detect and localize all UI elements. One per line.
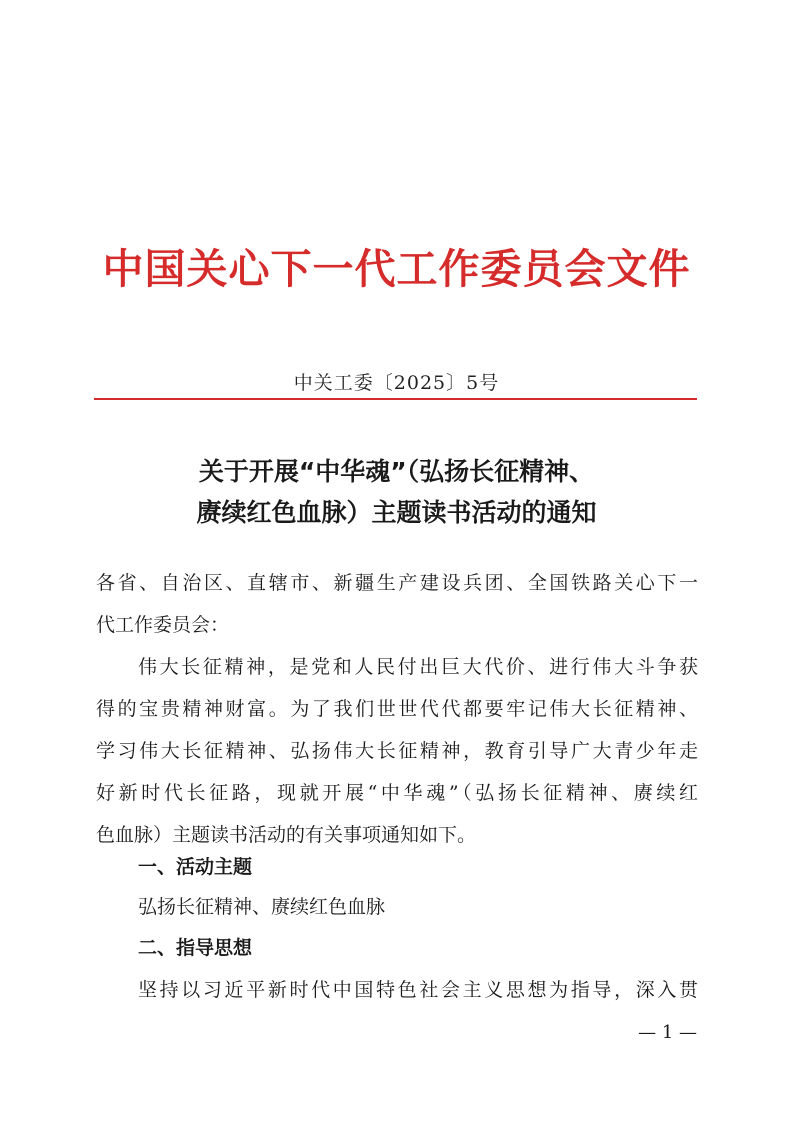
notice-title-line-1: 关于开展“中华魂”（弘扬长征精神、 xyxy=(198,457,595,486)
recipients-line-2: 代工作委员会： xyxy=(96,614,230,636)
paragraph-1-line-4: 好新时代长征路，现就开展“中华魂”（弘扬长征精神、赓续红 xyxy=(96,782,698,804)
section-2-heading: 二、指导思想 xyxy=(138,937,253,959)
section-2-text-line-1: 坚持以习近平新时代中国特色社会主义思想为指导，深入贯 xyxy=(138,979,698,1001)
issuing-organization-title: 中国关心下一代工作委员会文件 xyxy=(102,245,691,293)
paragraph-1-line-2: 得的宝贵精神财富。为了我们世世代代都要牢记伟大长征精神、 xyxy=(96,698,698,720)
section-1-text: 弘扬长征精神、赓续红色血脉 xyxy=(138,896,386,918)
section-1-heading: 一、活动主题 xyxy=(138,856,253,878)
page-number: — 1 — xyxy=(638,1022,697,1043)
paragraph-1-line-5: 色血脉）主题读书活动的有关事项通知如下。 xyxy=(96,824,477,846)
recipients-line-1: 各省、自治区、直辖市、新疆生产建设兵团、全国铁路关心下一 xyxy=(96,572,698,594)
paragraph-1-line-3: 学习伟大长征精神、弘扬伟大长征精神，教育引导广大青少年走 xyxy=(96,740,698,762)
paragraph-1-line-1: 伟大长征精神，是党和人民付出巨大代价、进行伟大斗争获 xyxy=(138,656,698,678)
red-divider-line xyxy=(94,398,697,400)
notice-title-line-2: 赓续红色血脉）主题读书活动的通知 xyxy=(196,498,597,527)
document-number: 中关工委〔2025〕5号 xyxy=(293,372,500,394)
